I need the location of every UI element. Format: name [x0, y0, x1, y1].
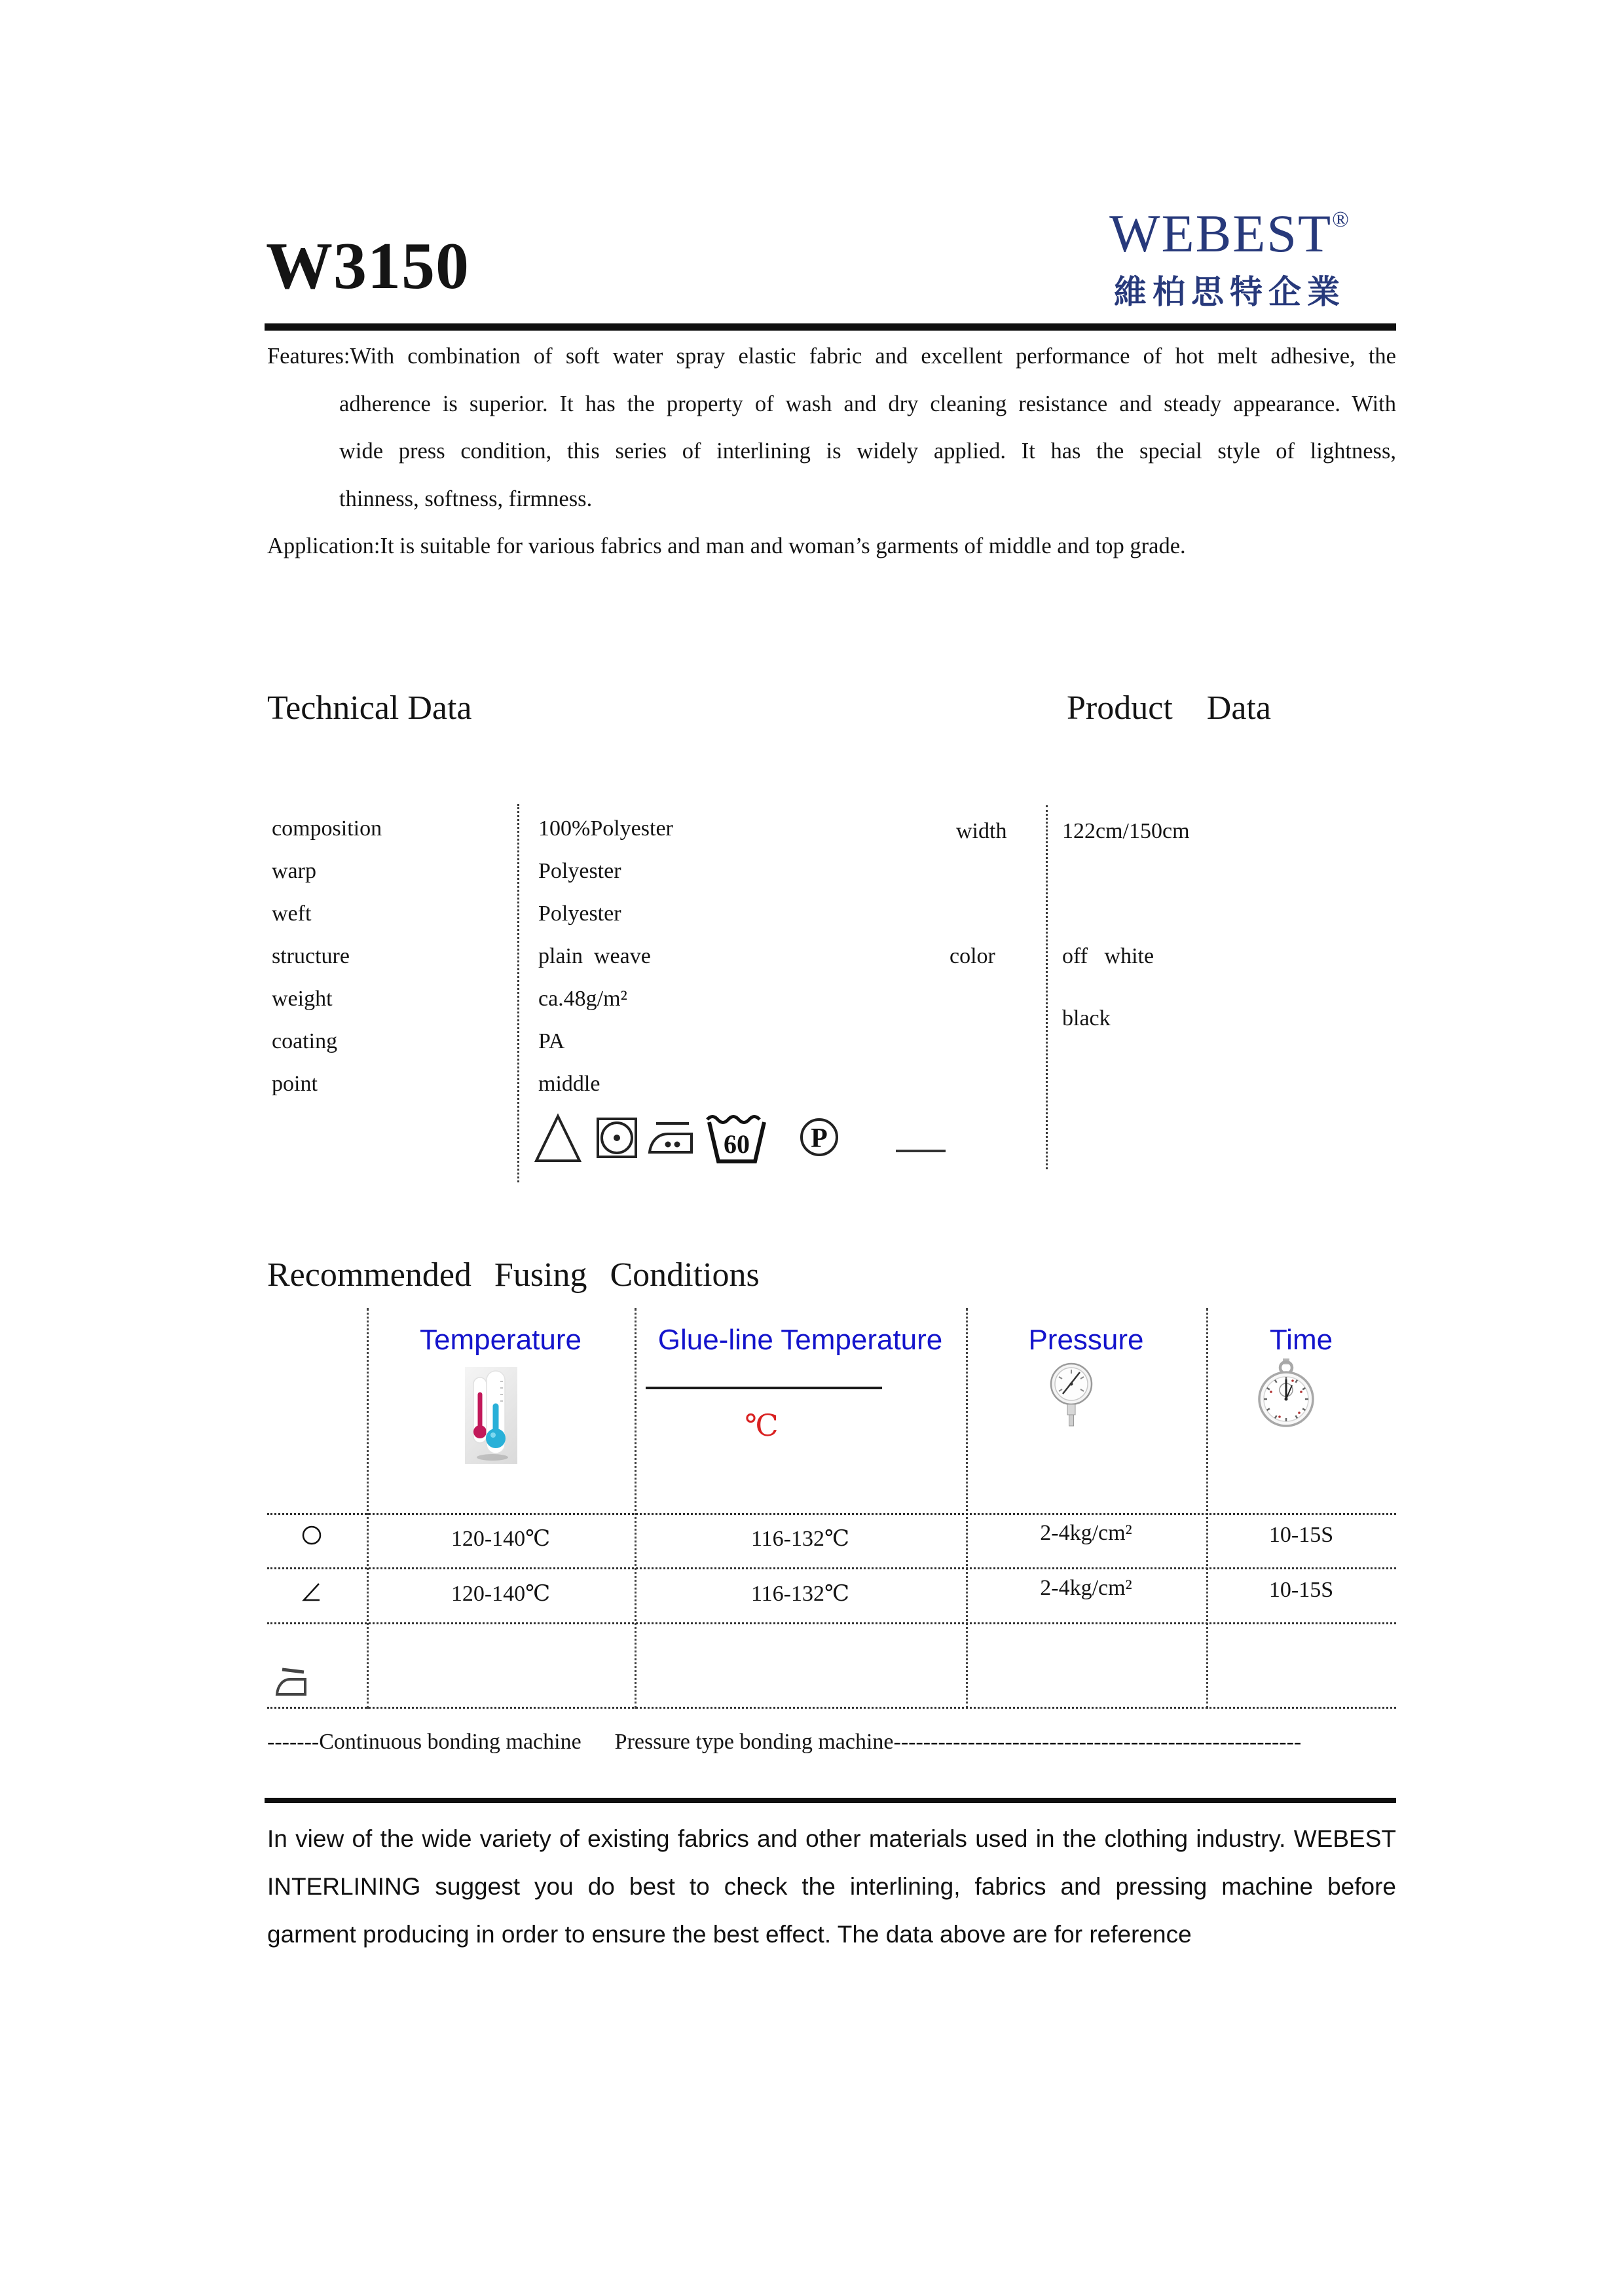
tech-row-label: coating — [272, 1029, 338, 1053]
brand-wordmark: WEBEST — [1109, 204, 1333, 263]
iron-two-dots-icon — [646, 1118, 698, 1161]
product-code: W3150 — [266, 229, 470, 303]
tech-row-label: composition — [272, 816, 382, 841]
features-line: Features:With combination of soft water spray elastic fabric and excellent performance of hot melt adhesive, the — [267, 344, 1396, 369]
table-row-divider — [267, 1707, 1396, 1709]
product-width-label: width — [956, 819, 1007, 843]
brand-chinese-name: 維柏思特企業 — [1114, 274, 1346, 310]
dry-clean-letter: P — [811, 1123, 828, 1154]
product-color-value-offwhite: off white — [1062, 944, 1154, 968]
thermometer-icon — [465, 1367, 517, 1464]
table-column-divider — [367, 1308, 369, 1709]
tech-row-value: plain weave — [538, 944, 651, 968]
tech-row-value: 100%Polyester — [538, 816, 673, 841]
thermometer-photo — [465, 1367, 517, 1464]
tech-row-label: weft — [272, 902, 312, 926]
stopwatch-icon — [1257, 1358, 1315, 1433]
column-header-temperature: Temperature — [419, 1324, 581, 1356]
features-line: wide press condition, this series of interlining is widely applied. It has the special style of lightness, — [339, 439, 1396, 464]
cell-glue-line: 116-132℃ — [750, 1582, 850, 1606]
header-divider-rule — [265, 323, 1396, 331]
tech-row-value: middle — [538, 1072, 600, 1096]
row-symbol-iron — [272, 1666, 313, 1702]
care-dash-icon — [896, 1150, 946, 1152]
tech-row-value: Polyester — [538, 902, 621, 926]
technical-column-divider — [517, 804, 519, 1182]
tech-row-value: PA — [538, 1029, 565, 1053]
features-line: adherence is superior. It has the property of wash and dry cleaning resistance and steady appearance. With — [339, 391, 1396, 416]
tech-row-label: structure — [272, 944, 350, 968]
product-color-value-black: black — [1062, 1006, 1111, 1030]
technical-data-title: Technical Data — [267, 689, 472, 727]
cell-time: 10-15S — [1268, 1523, 1334, 1547]
table-row-divider — [267, 1567, 1396, 1569]
footer-line: In view of the wide variety of existing fabrics and other materials used in the clothing industry. WEBEST — [267, 1825, 1396, 1852]
cell-glue-line: 116-132℃ — [750, 1527, 850, 1551]
bonding-machine-caption: -------Continuous bonding machine Pressure type bonding machine------------------------------------------------------- — [267, 1730, 1302, 1754]
column-header-pressure: Pressure — [1028, 1324, 1144, 1356]
cell-pressure: 2-4kg/cm² — [1040, 1521, 1132, 1545]
footer-line: INTERLINING suggest you do best to check the interlining, fabrics and pressing machine before — [267, 1873, 1396, 1900]
fusing-table — [267, 1308, 1396, 1709]
brand-name — [1101, 204, 1358, 263]
row-symbol-angle — [300, 1580, 322, 1606]
tech-row-value: ca.48g/m² — [538, 987, 627, 1011]
column-header-time: Time — [1269, 1324, 1333, 1356]
cell-pressure: 2-4kg/cm² — [1040, 1576, 1132, 1600]
glue-line-unit: ℃ — [745, 1409, 779, 1442]
intro-paragraphs — [267, 333, 1396, 570]
wash-temp-label: 60 — [724, 1129, 750, 1159]
wash-60-icon — [705, 1112, 767, 1170]
tumble-dry-icon — [596, 1117, 638, 1162]
table-row-divider — [267, 1622, 1396, 1624]
product-width-value: 122cm/150cm — [1062, 819, 1190, 843]
glue-line-underline — [646, 1387, 882, 1389]
column-header-glue-line: Glue-line Temperature — [657, 1324, 943, 1356]
tech-row-label: warp — [272, 859, 316, 883]
tech-row-value: Polyester — [538, 859, 621, 883]
product-column-divider — [1046, 805, 1048, 1169]
dry-clean-p-icon — [799, 1117, 840, 1161]
features-line: thinness, softness, firmness. — [339, 486, 593, 511]
tech-row-label: point — [272, 1072, 318, 1096]
footer-line: garment producing in order to ensure the best effect. The data above are for reference — [267, 1921, 1192, 1948]
brand-logo — [1101, 204, 1358, 313]
table-column-divider — [1206, 1308, 1208, 1709]
row-symbol-circle — [301, 1525, 322, 1550]
bleach-triangle-icon — [534, 1113, 581, 1167]
application-line: Application:It is suitable for various fabrics and man and woman’s garments of middle and top grade. — [267, 534, 1186, 558]
table-column-divider — [635, 1308, 637, 1709]
cell-time: 10-15S — [1268, 1578, 1334, 1602]
registered-mark-icon: ® — [1332, 208, 1350, 232]
footer-divider-rule — [265, 1798, 1396, 1803]
product-color-label: color — [950, 944, 995, 968]
cell-temperature: 120-140℃ — [451, 1582, 551, 1606]
pressure-gauge-icon — [1050, 1357, 1093, 1438]
table-column-divider — [966, 1308, 968, 1709]
table-row-divider — [267, 1513, 1396, 1515]
footer-note — [267, 1815, 1396, 1958]
cell-temperature: 120-140℃ — [451, 1527, 551, 1551]
fusing-conditions-title: Recommended Fusing Conditions — [267, 1256, 760, 1294]
product-data-title: Product Data — [1067, 689, 1271, 727]
tech-row-label: weight — [272, 987, 333, 1011]
